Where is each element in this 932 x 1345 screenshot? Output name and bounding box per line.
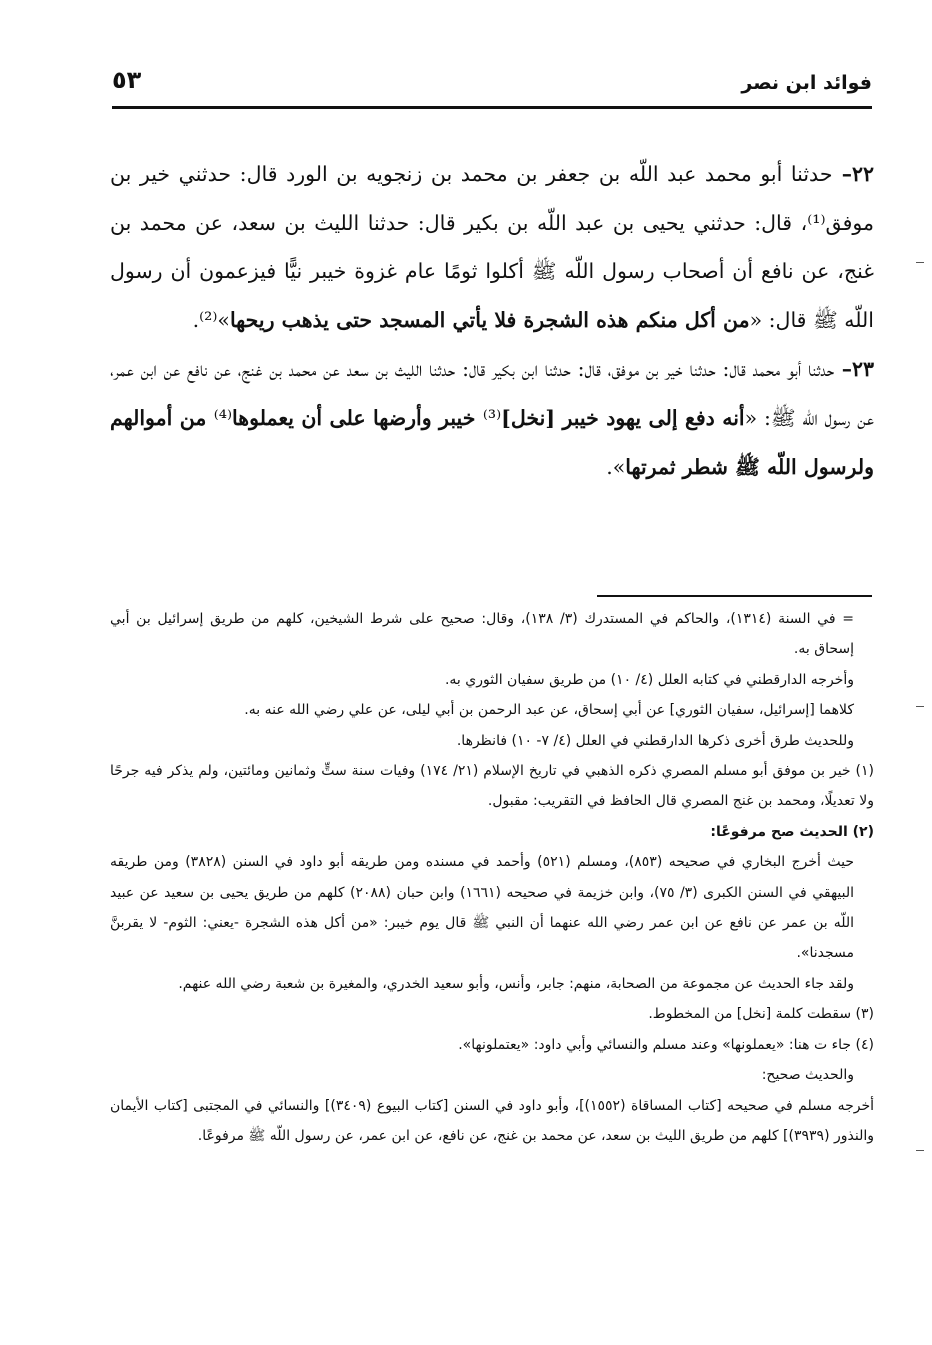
- main-text: [110, 150, 874, 491]
- hadith-text: ».: [606, 454, 626, 479]
- hadith-quote: من أكل منكم هذه الشجرة فلا يأتي المسجد حتى يذهب ريحها: [229, 307, 750, 332]
- footnote-4: (٤) جاء ت هنا: «يعملونها» وعند مسلم والنسائي وأبي داود: «يعتملونها».: [458, 1036, 874, 1053]
- hadith-quote: أنه دفع إلى يهود خيبر [نخل]: [501, 405, 745, 430]
- footnote-ref: ⁽¹⁾: [807, 210, 826, 235]
- footnotes: [110, 604, 874, 1151]
- hadith-text: حدثنا أبو محمد قال: حدثنا خير بن موفق، قال: حدثنا ابن بكير قال: حدثنا الليث بن سعد عن محمد بن غنج، عن نافع عن ابن عمر، عن رسول اللّه ﷺ: «: [110, 357, 874, 430]
- footnote-ref: ⁽⁴⁾: [213, 405, 233, 430]
- book-title: فوائد ابن نصر: [741, 72, 872, 94]
- footnote-ref: »⁽²⁾.: [192, 307, 230, 332]
- footnote-line: ولقد جاء الحديث عن مجموعة من الصحابة، منهم: جابر، وأنس، وأبو سعيد الخدري، والمغيرة بن شعبة رضي الله عنهم.: [178, 975, 854, 992]
- footnote-line: أخرجه مسلم في صحيحه [كتاب المساقاة (١٥٥٢)]، وأبو داود في السنن [كتاب البيوع (٣٤٠٩)] والنسائي في المجتبى [كتاب الأيمان والنذور (٣٩٣٩)] كلهم من طريق الليث بن سعد، عن محمد بن غنج، عن نافع، عن ابن عمر، عن رسول اللّه ﷺ مرفوعًا.: [110, 1097, 874, 1144]
- footnote-line: والحديث صحيح:: [761, 1067, 854, 1084]
- header-rule: [112, 106, 872, 109]
- margin-mark: [916, 1150, 924, 1151]
- footnote-continuation: = في السنة (١٣١٤)، والحاكم في المستدرك (٣/ ١٣٨)، وقال: صحيح على شرط الشيخين، كلهم من طريق إسرائيل بن أبي إسحاق به.: [110, 611, 854, 658]
- footnote-1: (١) خير بن موفق أبو مسلم المصري ذكره الذهبي في تاريخ الإسلام (٢١/ ١٧٤) وفيات سنة ستٍّ وثمانين ومائتين، ولم يذكر فيه جرحًا ولا تعديلًا، ومحمد بن غنج المصري قال الحافظ في التقريب: مقبول.: [110, 763, 874, 810]
- hadith-23: [110, 345, 874, 491]
- footnote-3: (٣) سقطت كلمة [نخل] من المخطوط.: [648, 1006, 874, 1023]
- footnote-line: وللحديث طرق أخرى ذكرها الدارقطني في العلل (٤/ ٧- ١٠) فانظرها.: [456, 732, 854, 749]
- footnote-line: وأخرجه الدارقطني في كتابه العلل (٤/ ١٠) من طريق سفيان الثوري به.: [444, 671, 854, 688]
- footnote-rule: [597, 595, 872, 597]
- hadith-quote: من أموالهم ولرسول اللّه ﷺ شطر ثمرتها: [110, 405, 874, 479]
- footnote-2: (٢) الحديث صح مرفوعًا:: [710, 823, 874, 840]
- page-header: [112, 56, 872, 104]
- hadith-number: ٢٣–: [834, 357, 874, 382]
- hadith-quote: خيبر وأرضها على أن يعملوها: [232, 405, 483, 430]
- footnote-ref: ⁽³⁾: [482, 405, 502, 430]
- margin-mark: [916, 706, 924, 707]
- hadith-22: [110, 150, 874, 344]
- hadith-text: ، قال: حدثني يحيى بن عبد اللّه بن بكير قال: حدثنا الليث بن سعد، عن محمد بن غنج، عن نافع أن أصحاب رسول اللّه ﷺ أكلوا ثومًا عام غزوة خيبر نيًّا فيزعمون أن رسول اللّه ﷺ قال: «: [110, 210, 874, 332]
- hadith-number: ٢٢–: [832, 162, 874, 186]
- hadith-text: حدثنا أبو محمد عبد اللّه بن جعفر بن محمد بن زنجويه بن الورد قال: حدثني خير بن موفق: [110, 162, 874, 235]
- margin-mark: [916, 262, 924, 263]
- page-number: ٥٣: [112, 66, 142, 94]
- footnote-line: حيث أخرج البخاري في صحيحه (٨٥٣)، ومسلم (٥٢١) وأحمد في مسنده ومن طريقه أبو داود في السنن (٣٨٢٨) ومن طريقه البيهقي في السنن الكبرى (٣/ ٧٥)، وابن خزيمة في صحيحه (١٦٦١) وابن حبان (٢٠٨٨) كلهم من طريق يحيى بن سعيد عن عبيد اللّه بن عمر عن نافع عن ابن عمر رضي الله عنهما أن النبي ﷺ قال يوم خيبر: «من أكل هذه الشجرة -يعني: الثوم- لا يقربنَّ مسجدنا».: [110, 854, 855, 962]
- footnote-line: كلاهما [إسرائيل، سفيان الثوري] عن أبي إسحاق، عن عبد الرحمن بن أبي ليلى، عن علي رضي الله عنه به.: [244, 702, 854, 719]
